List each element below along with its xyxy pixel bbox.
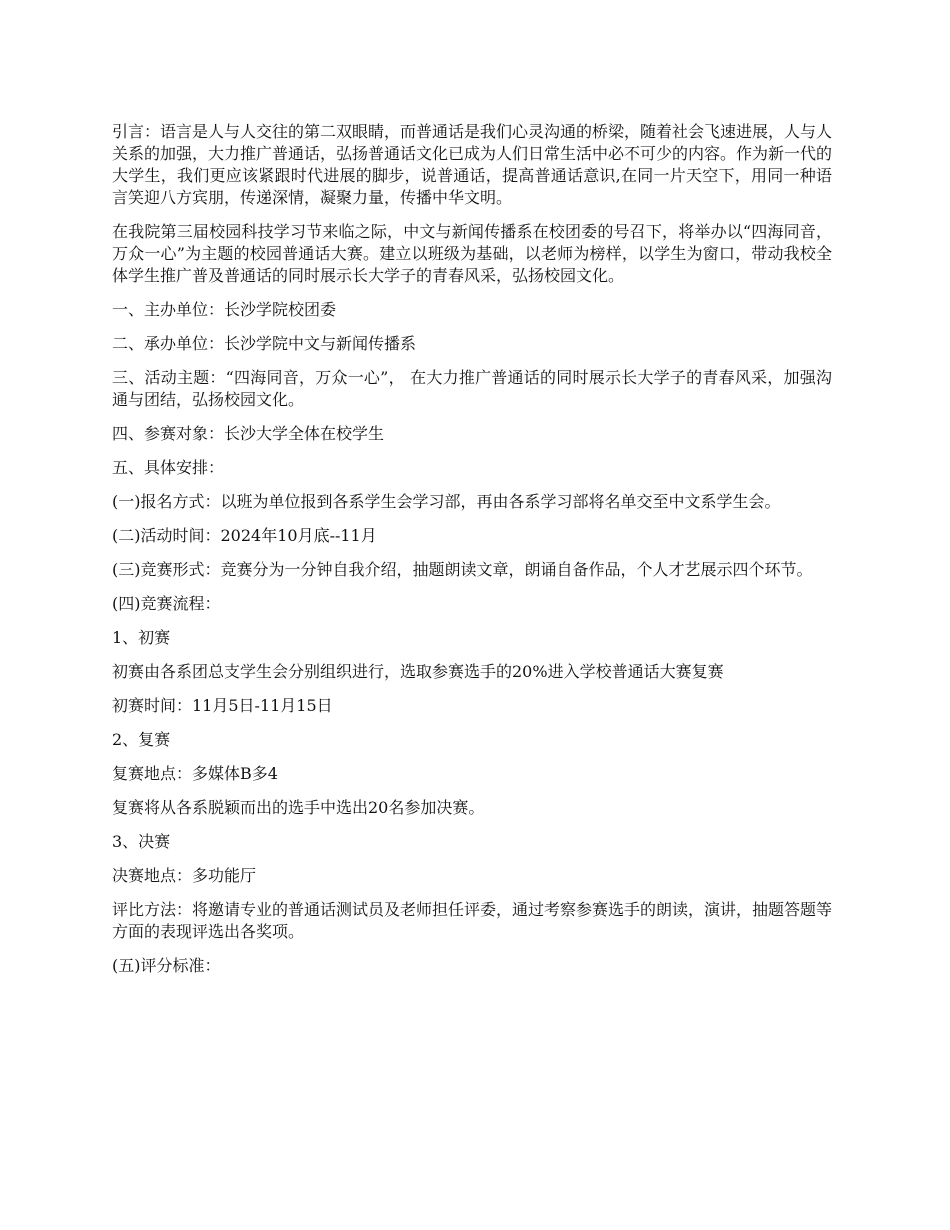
final-heading: 3、决赛 (112, 832, 171, 851)
background-paragraph: 在我院第三届校园科技学习节来临之际，中文与新闻传播系在校团委的号召下，将举办以“四海同音，万众一心”为主题的校园普通话大赛。建立以班级为基础，以老师为榜样，以学生为窗口，带动我校全体学生推广普及普通话的同时展示长大学子的青春风采，弘扬校园文化。 (112, 222, 832, 285)
preliminary-time: 初赛时间：11月5日-11月15日 (112, 696, 333, 715)
host-item: 二、承办单位：长沙学院中文与新闻传播系 (112, 334, 417, 353)
final-location: 决赛地点：多功能厅 (112, 866, 257, 885)
arrangement-heading: 五、具体安排： (112, 458, 225, 477)
preliminary-heading: 1、初赛 (112, 628, 171, 647)
schedule-item: (二)活动时间：2024年10月底--11月 (112, 526, 377, 545)
process-heading: (四)竞赛流程： (112, 594, 221, 613)
scoring-heading: (五)评分标准： (112, 956, 221, 975)
theme-item: 三、活动主题：“四海同音，万众一心”， 在大力推广普通话的同时展示长大学子的青春风采，加强沟通与团结，弘扬校园文化。 (112, 368, 832, 409)
intro-paragraph: 引言：语言是人与人交往的第二双眼睛，而普通话是我们心灵沟通的桥梁，随着社会飞速进展，人与人关系的加强，大力推广普通话，弘扬普通话文化已成为人们日常生活中必不可少的内容。作为新一代的大学生，我们更应该紧跟时代进展的脚步，说普通话，提高普通话意识,在同一片天空下，用同一种语言笑迎八方宾朋，传递深情，凝聚力量，传播中华文明。 (112, 122, 833, 207)
registration-item: (一)报名方式：以班为单位报到各系学生会学习部，再由各系学习部将名单交至中文系学生会。 (112, 492, 781, 511)
preliminary-description: 初赛由各系团总支学生会分别组织进行，选取参赛选手的20%进入学校普通话大赛复赛 (112, 662, 724, 681)
participants-item: 四、参赛对象：长沙大学全体在校学生 (112, 424, 385, 443)
semifinal-heading: 2、复赛 (112, 730, 171, 749)
judging-method: 评比方法：将邀请专业的普通话测试员及老师担任评委，通过考察参赛选手的朗读，演讲，抽题答题等方面的表现评选出各奖项。 (112, 900, 833, 941)
document-body (112, 121, 832, 989)
semifinal-location: 复赛地点：多媒体B多4 (112, 764, 278, 783)
semifinal-description: 复赛将从各系脱颖而出的选手中选出20名参加决赛。 (112, 798, 485, 817)
format-item: (三)竞赛形式：竞赛分为一分钟自我介绍，抽题朗读文章，朗诵自备作品，个人才艺展示四个环节。 (112, 560, 813, 579)
organizer-item: 一、主办单位：长沙学院校团委 (112, 300, 337, 319)
